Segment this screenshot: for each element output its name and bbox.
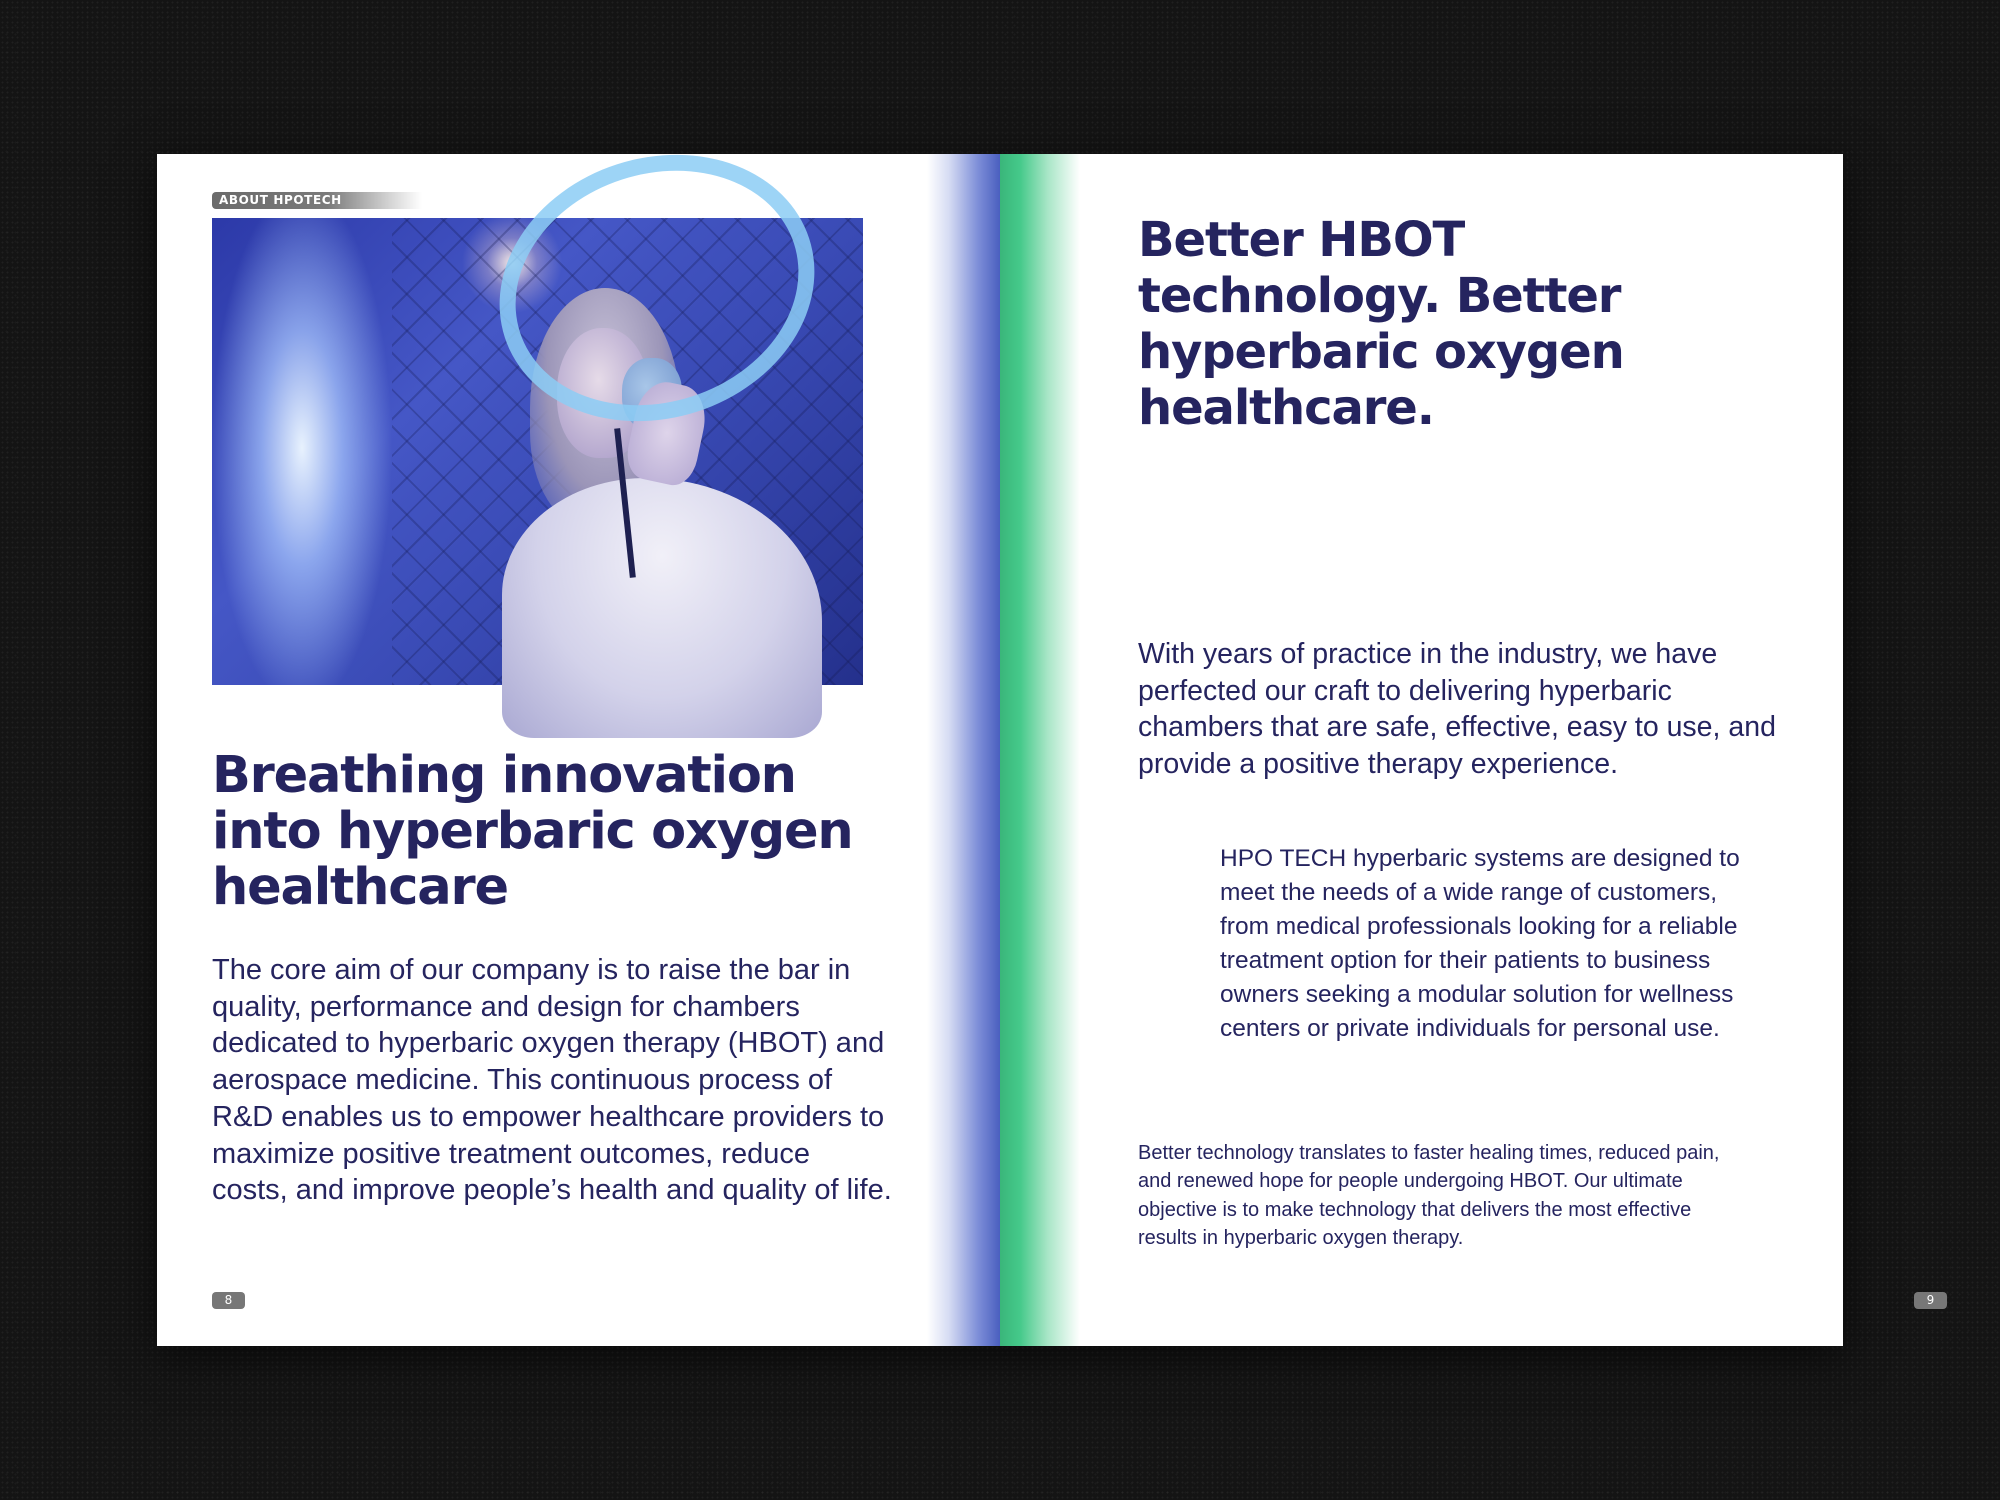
left-body-text: The core aim of our company is to raise the bar in quality, performance and design for chambers dedicated to hyperbaric oxygen therapy (HBOT) and aerospace medicine. This continuous process of R&D enables us to empower healthcare providers to maximize positive treatment outcomes, reduce costs, and improve people’s health and quality of life. — [212, 954, 892, 1207]
left-heading: Breathing innovation into hyperbaric oxygen healthcare — [212, 746, 853, 917]
section-tag: ABOUT HPOTECH — [212, 192, 422, 209]
right-heading: Better HBOT technology. Better hyperbaric oxygen healthcare. — [1138, 212, 1624, 436]
right-paragraph-1: With years of practice in the industry, we have perfected our craft to delivering hyperbaric chambers that are safe, effective, easy to use, and provide a positive therapy experience. — [1138, 638, 1776, 781]
right-paragraph-3: Better technology translates to faster healing times, reduced pain, and renewed hope for people undergoing HBOT. Our ultimate objective is to make technology that delivers the most effective results in hyperbaric oxygen therapy. — [1138, 1142, 1720, 1249]
page-number-right: 9 — [1914, 1292, 1947, 1309]
gutter-blue-fade — [927, 154, 1000, 1346]
page-number-left: 8 — [212, 1292, 245, 1309]
right-page — [1000, 154, 1935, 1346]
right-paragraph-2: HPO TECH hyperbaric systems are designed to meet the needs of a wide range of customers, from medical professionals looking for a reliable treatment option for their patients to business owners seeking a modular solution for wellness centers or private individuals for personal use. — [1220, 845, 1740, 1042]
brochure-spread — [157, 154, 1935, 1346]
left-page — [157, 154, 1000, 1346]
hero-photo — [212, 218, 863, 685]
